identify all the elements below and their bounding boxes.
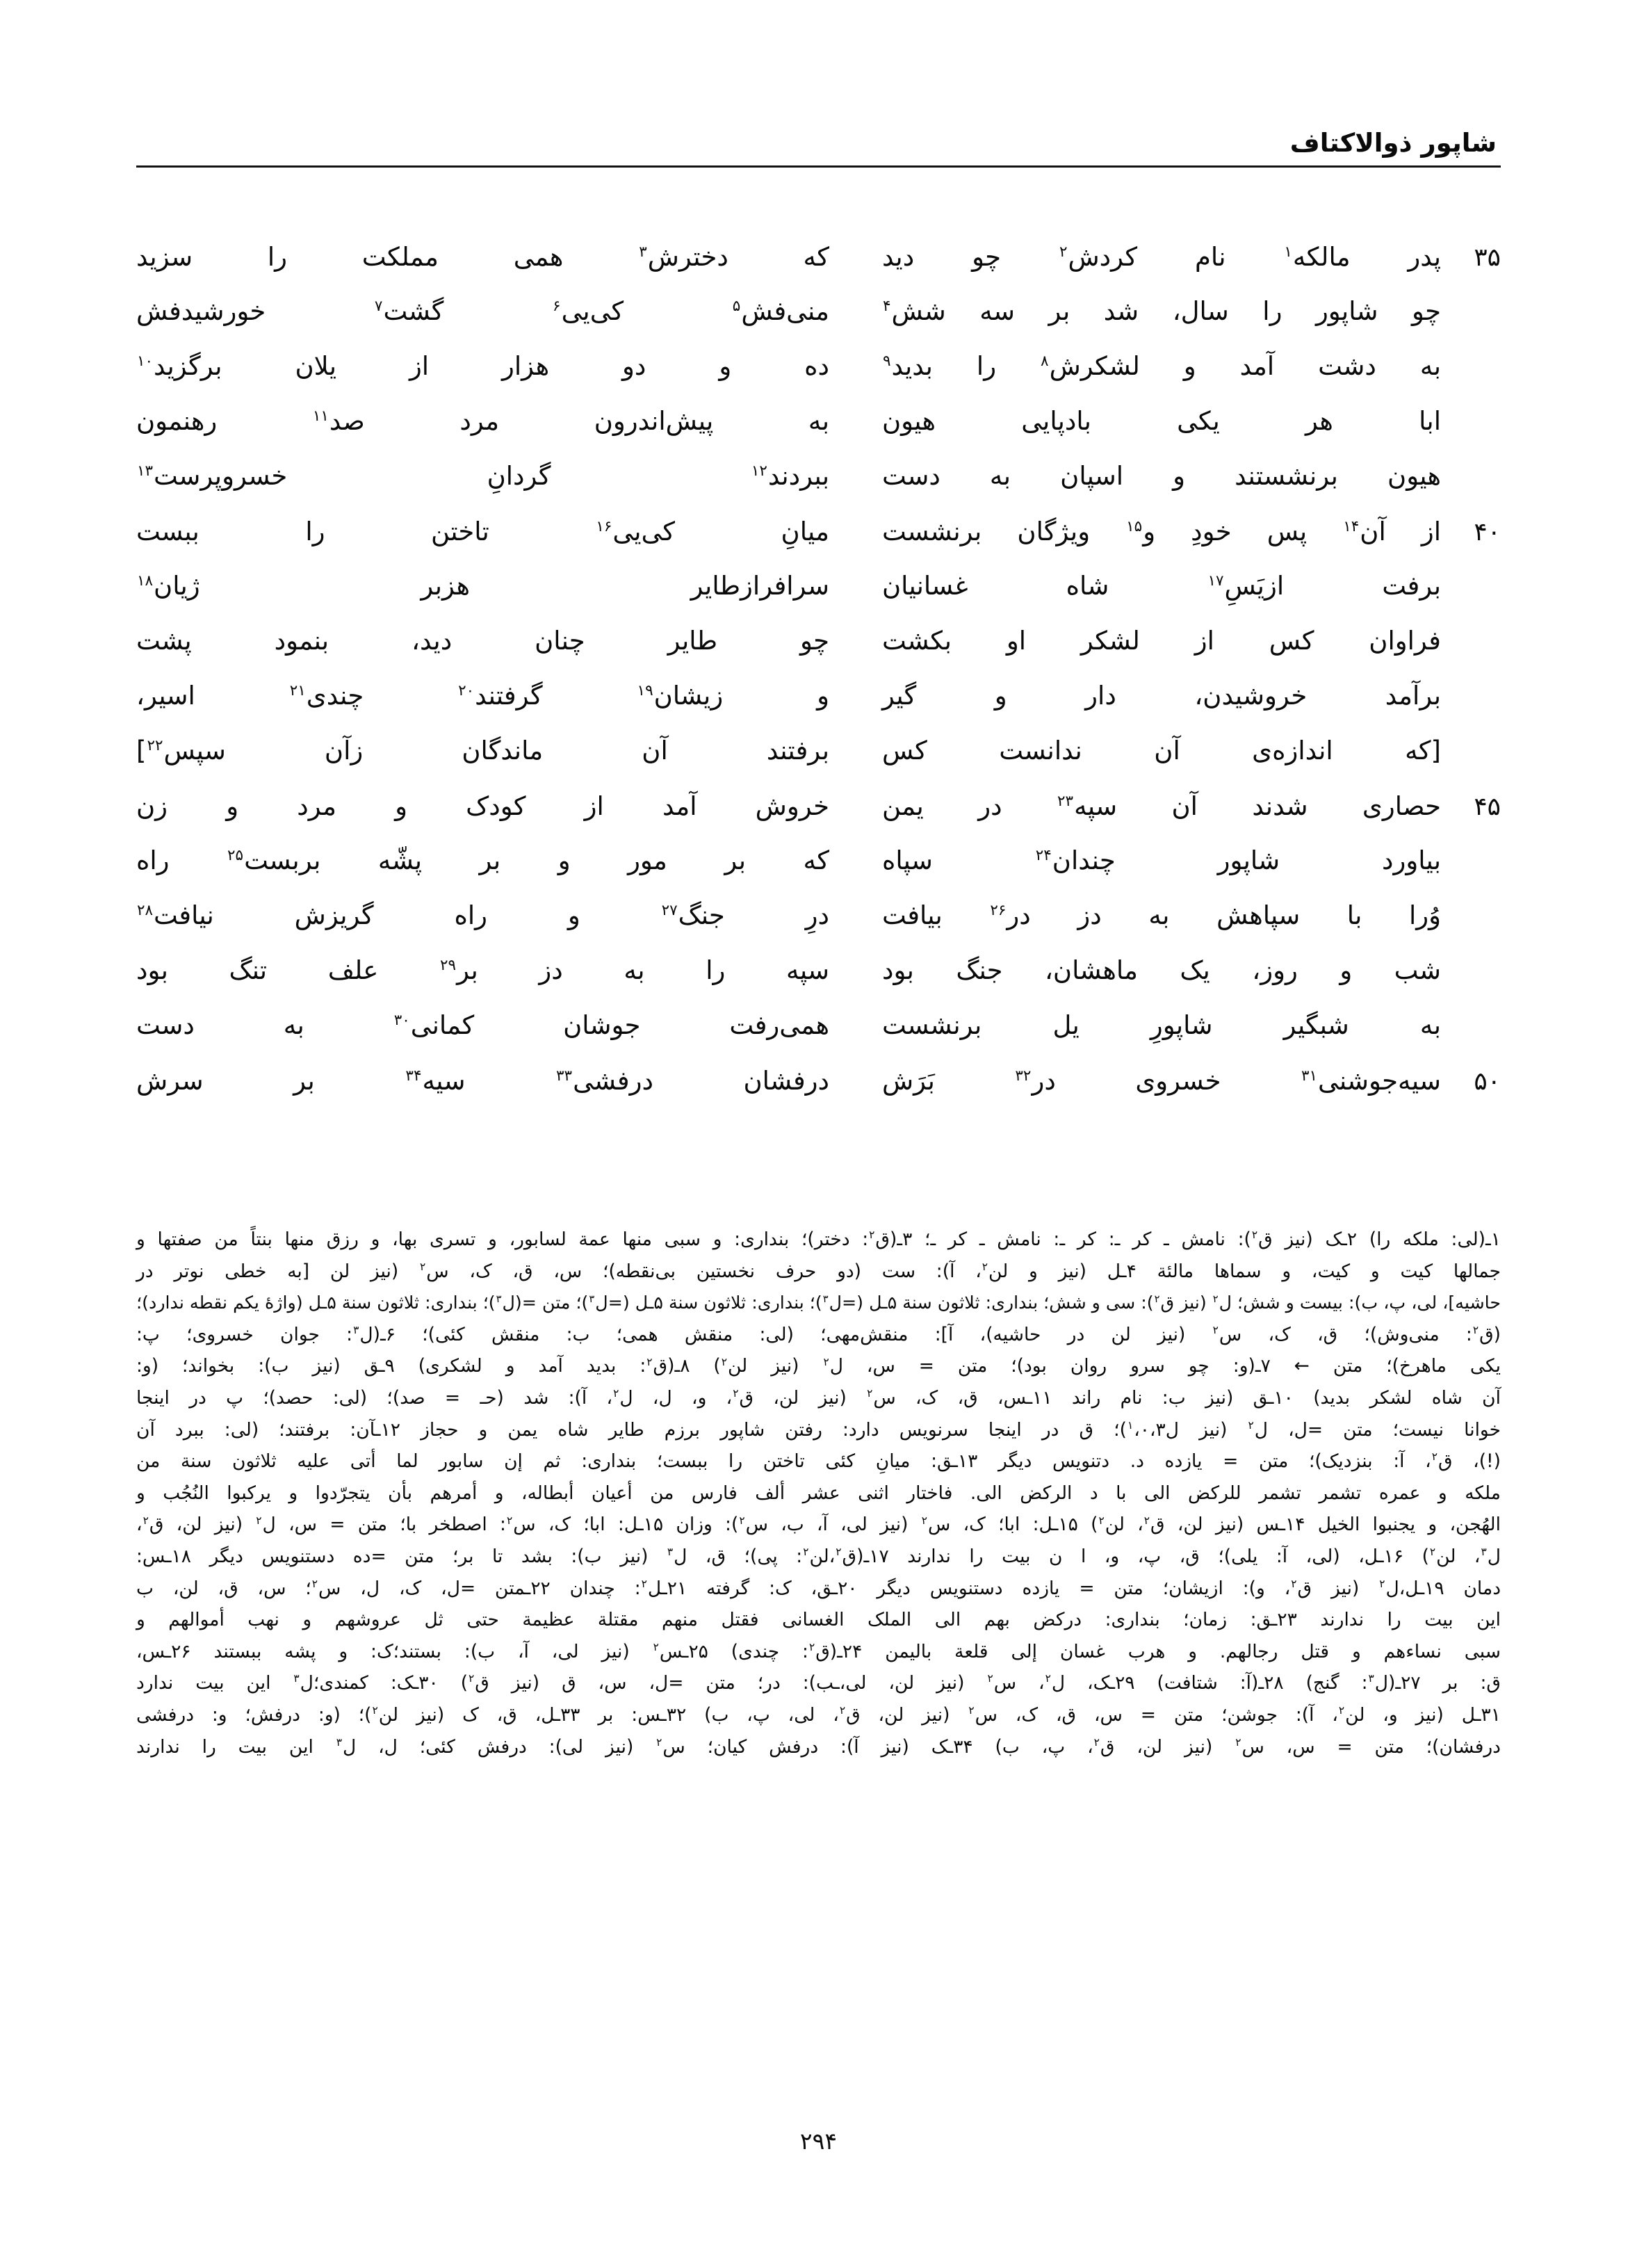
hemistich-first: [که اندازه‌ی آن ندانست کس [882, 736, 1441, 766]
verse-number: ۴۰ [1474, 518, 1501, 546]
verse-couplet [136, 1066, 1501, 1121]
header-rule [136, 165, 1501, 168]
hemistich-second: سرافرازطایر هزبر ژیان$^{۱۸}$ [137, 571, 829, 601]
hemistich-second: به پیش‌اندرون مرد صد$^{۱۱}$ رهنمون [136, 406, 830, 436]
running-head-title: شاپور ذوالاکتاف [1289, 128, 1497, 158]
verse-number [1441, 1032, 1501, 1034]
apparatus-line: یکی ماهرخ)؛ متن ← ۷ـ(و: چو سرو روان بود)؛ متن = س، ل$^۲$ (نیز لن$^۲$) ۸ـ(ق$^۲$: بدید آمد و لشکری) ۹ـق (نیز ب): بخواند؛ (و: [136, 1355, 1501, 1377]
verse-number: ۵۰ [1474, 1067, 1501, 1096]
apparatus-line: ملکه و عمره تشمر تشمر للرکض الی با د الرکض الی. فاختار اثنی عشر ألف فارس من أعیان أبطاله، و أمرهم بأن یتجرّدوا و یرکبوا النُجُب و [136, 1482, 1501, 1504]
verse-number [1441, 923, 1501, 924]
apparatus-line: ل$^۳$، لن$^۲$) ۱۶ـل، (لی، آ: یلی)؛ ق، پ، و، ا ن بیت را ندارند ۱۷ـ(ق$^۲$،لن$^۲$: پی)؛ ق، ل$^۳$ (نیز ب): بشد تا بر؛ متن =ده دستنویس دیگر ۱۸ـس: [136, 1545, 1501, 1567]
verse-number [1441, 428, 1501, 430]
verse-couplet [136, 791, 1501, 846]
hemistich-second: که بر مور و بر پشّه بربست$^{۲۵}$ راه [136, 845, 829, 875]
apparatus-line: خوانا نیست؛ متن =ل، ل$^۲$ (نیز ل$^۱$،۰،۳)؛ ق در اینجا سرنویس دارد: رفتن شاپور برزم طایر شاه یمن و حجاز ۱۲ـآن: برفتند؛ (لی: ببرد آن [136, 1418, 1501, 1441]
verse-number [1441, 373, 1501, 375]
hemistich-second: درفشان درفشی$^{۳۳}$ سیه$^{۳۴}$ بر سرش [136, 1066, 829, 1096]
verse-couplet [136, 681, 1501, 736]
verse-couplet [136, 626, 1501, 681]
hemistich-second: ببردند$^{۱۲}$ گردانِ خسروپرست$^{۱۳}$ [137, 461, 829, 491]
verse-number [1441, 868, 1501, 869]
hemistich-second: درِ جنگ$^{۲۷}$ و راه گریزش نیافت$^{۲۸}$ [137, 900, 830, 930]
hemistich-first: حصاری شدند آن سپه$^{۲۳}$ در یمن [882, 791, 1441, 821]
apparatus-line: ق: بر ۲۷ـ(ل$^۳$: گنج) ۲۸ـ(آ: شتافت) ۲۹ـک، ل$^۲$، س$^۲$ (نیز لن، لی،ـب): در؛ متن =ل، س، ق (نیز ق$^۲$) ۳۰ـک: کمندی؛ل$^۳$ این بیت ندارد [136, 1672, 1501, 1694]
verse-section [136, 242, 1501, 1121]
apparatus-line: الهُجن، و یجنبوا الخیل ۱۴ـس (نیز لن، ق$^۲$، لن$^۲$) ۱۵ـل: ابا؛ ک، س$^۲$ (نیز لی، آ، ب، س$^۲$): وزان ۱۵ـل: ابا؛ ک، س$^۲$: اصطخر با؛ متن = س، ل$^۲$ (نیز لن، ق$^۲$، [136, 1514, 1501, 1536]
verse-number: ۳۵ [1474, 243, 1501, 272]
hemistich-first: فراوان کس از لشکر او بکشت [882, 626, 1441, 656]
verse-couplet [136, 242, 1501, 297]
apparatus-line: این بیت را ندارند ۲۳ـق: زمان؛ بنداری: درکض بهم الی الملک الغسانی فقتل منهم مقتلة عظیمة حتی ثل عروشهم و نهب أموالهم و [136, 1609, 1501, 1631]
hemistich-second: ده و دو هزار از یلان برگزید$^{۱۰}$ [137, 351, 829, 381]
hemistich-first: برآمد خروشیدن، دار و گیر [882, 681, 1441, 711]
apparatus-line: سبی نساءهم و قتل رجالهم. و هرب غسان إلی قلعة بالیمن ۲۴ـ(ق$^۲$: چندی) ۲۵ـس$^۲$ (نیز لی، آ، ب): بستند؛ک: و پشه ببستند ۲۶ـس، [136, 1640, 1501, 1662]
verse-number [1441, 978, 1501, 979]
verse-number [1441, 593, 1501, 594]
hemistich-second: سپه را به دز بر$^{۲۹}$ علف تنگ بود [136, 955, 829, 985]
verse-couplet [136, 901, 1501, 956]
critical-apparatus [136, 1224, 1501, 1763]
hemistich-first: وُرا با سپاهش به دز در$^{۲۶}$ بیافت [882, 900, 1441, 930]
hemistich-second: خروش آمد از کودک و مرد و زن [136, 791, 829, 821]
page-number: ۲۹۴ [799, 2128, 838, 2155]
apparatus-line: آن شاه لشکر بدید) ۱۰ـق (نیز ب: نام راند ۱۱ـس، ق، ک، س$^۲$ (نیز لن، ق$^۲$، و، ل، ل$^۲$، آ): شد (حـ = صد)؛ (لی: حصد)؛ پ در اینجا [136, 1386, 1501, 1409]
verse-number [1441, 648, 1501, 649]
verse-couplet [136, 517, 1501, 572]
hemistich-first: شب و روز، یک ماهشان، جنگ بود [882, 955, 1441, 985]
hemistich-first: سیه‌جوشنی$^{۳۱}$ خسروی در$^{۳۲}$ بَرَش [882, 1066, 1441, 1096]
hemistich-first: از آن$^{۱۴}$ پس خودِ و$^{۱۵}$ ویژگان برنشست [882, 517, 1441, 546]
verse-couplet [136, 462, 1501, 517]
verse-number [1441, 318, 1501, 320]
verse-couplet [136, 956, 1501, 1011]
hemistich-second: میانِ کی‌یی$^{۱۶}$ تاختن را ببست [136, 517, 829, 546]
hemistich-second: چو طایر چنان دید، بنمود پشت [136, 626, 829, 656]
verse-number [1441, 758, 1501, 759]
hemistich-first: به شبگیر شاپورِ یل برنشست [882, 1010, 1441, 1040]
verse-couplet [136, 297, 1501, 352]
hemistich-second: همی‌رفت جوشان کمانی$^{۳۰}$ به دست [136, 1010, 830, 1040]
apparatus-line: جمالها کیت و کیت، و سماها مالئة ۴ـل (نیز و لن$^۲$، آ): ست (دو حرف نخستین بی‌نقطه)؛ س، ق، ک، س$^۲$ (نیز لن [به خطی نوتر در [136, 1260, 1501, 1282]
hemistich-first: پدر مالکه$^۱$ نام کردش$^۲$ چو دید [882, 242, 1441, 272]
verse-number: ۴۵ [1474, 793, 1501, 821]
hemistich-second: و زیشان$^{۱۹}$ گرفتند$^{۲۰}$ چندی$^{۲۱}$ اسیر، [136, 681, 829, 711]
apparatus-line: درفشان)؛ متن = س، س$^۲$ (نیز لن، ق$^۲$، پ، ب) ۳۴ـک (نیز آ): درفش کیان؛ س$^۲$ (نیز لی): درفش کئی؛ ل، ل$^۳$ این بیت را ندارند [136, 1735, 1501, 1758]
apparatus-line: حاشیه]، لی، پ، ب): بیست و شش؛ ل$^۲$ (نیز ق$^۲$): سی و شش؛ بنداری: ثلاثون سنة ۵ـل (=ل$^۳$)؛ بنداری: ثلاثون سنة ۵ـل (=ل$^۳$)؛ متن =(ل$^۳$)؛ بنداری: ثلاثون سنة ۵ـل (واژهٔ یکم نقطه ندارد)؛ [136, 1293, 1501, 1313]
apparatus-line: (!)، ق$^۲$، آ: بنزدیک)؛ متن = یازده د. دتنویس دیگر ۱۳ـق: میانِ کئی تاختن را ببست؛ بنداری: ثم إن سابور لما أتی علیه ثلاثون سنة من [136, 1450, 1501, 1473]
verse-couplet [136, 846, 1501, 901]
hemistich-second: برفتند آن ماندگان زآن سپس$^{۲۲}$] [136, 736, 829, 766]
hemistich-first: چو شاپور را سال، شد بر سه شش$^۴$ [883, 296, 1441, 326]
hemistich-first: هیون برنشستند و اسپان به دست [882, 461, 1441, 491]
hemistich-first: ابا هر یکی بادپایی هیون [882, 406, 1441, 436]
verse-couplet [136, 736, 1501, 791]
hemistich-second: منی‌فش$^۵$ کی‌یی$^۶$ گشت$^۷$ خورشیدفش [136, 296, 829, 326]
apparatus-line: ۳۱ـل (نیز و، لن$^۲$، آ): جوشن؛ متن = س، ق، ک، س$^۲$ (نیز لن، ق$^۲$، لی، پ، ب) ۳۲ـس: بر ۳۳ـل، ق، ک (نیز لن$^۲$)؛ (و: درفش؛ و: درفشی [136, 1703, 1501, 1726]
hemistich-first: بیاورد شاپور چندان$^{۲۴}$ سپاه [882, 845, 1441, 875]
apparatus-line: ۱ـ(لی: ملکه را) ۲ـک (نیز ق$^۲$): نامش ـ کر ـ: کر ـ: نامش ـ کر ـ؛ ۳ـ(ق$^۲$: دختر)؛ بنداری: و سبی منها عمة لسابور، و تسری بها، و رزق منها بنتاً من صفتها و [136, 1229, 1501, 1250]
apparatus-line: دمان ۱۹ـل،ل$^۲$ (نیز ق$^۲$، و): ازیشان؛ متن = یازده دستنویس دیگر ۲۰ـق، ک: گرفته ۲۱ـل$^۲$: چندان ۲۲ـمتن =ل، ک، ل، س$^۲$؛ س، ق، لن، ب [136, 1577, 1501, 1599]
verse-couplet [136, 407, 1501, 462]
hemistich-second: که دخترش$^۳$ همی مملکت را سزید [136, 242, 829, 272]
apparatus-line: (ق$^۲$: منی‌وش)؛ ق، ک، س$^۲$ (نیز لن در حاشیه)، آ]: منقش‌مهی؛ (لی: منقش همی؛ ب: منقش کئی)؛ ۶ـ(ل$^۳$: جوان خسروی؛ پ: [136, 1323, 1501, 1345]
verse-number [1441, 703, 1501, 704]
verse-couplet [136, 1011, 1501, 1066]
hemistich-first: برفت ازیَسِ$^{۱۷}$ شاه غسانیان [882, 571, 1441, 601]
verse-number [1441, 483, 1501, 485]
verse-couplet [136, 352, 1501, 407]
verse-couplet [136, 572, 1501, 626]
page-header [136, 129, 1501, 192]
hemistich-first: به دشت آمد و لشکرش$^۸$ را بدید$^۹$ [883, 351, 1441, 381]
